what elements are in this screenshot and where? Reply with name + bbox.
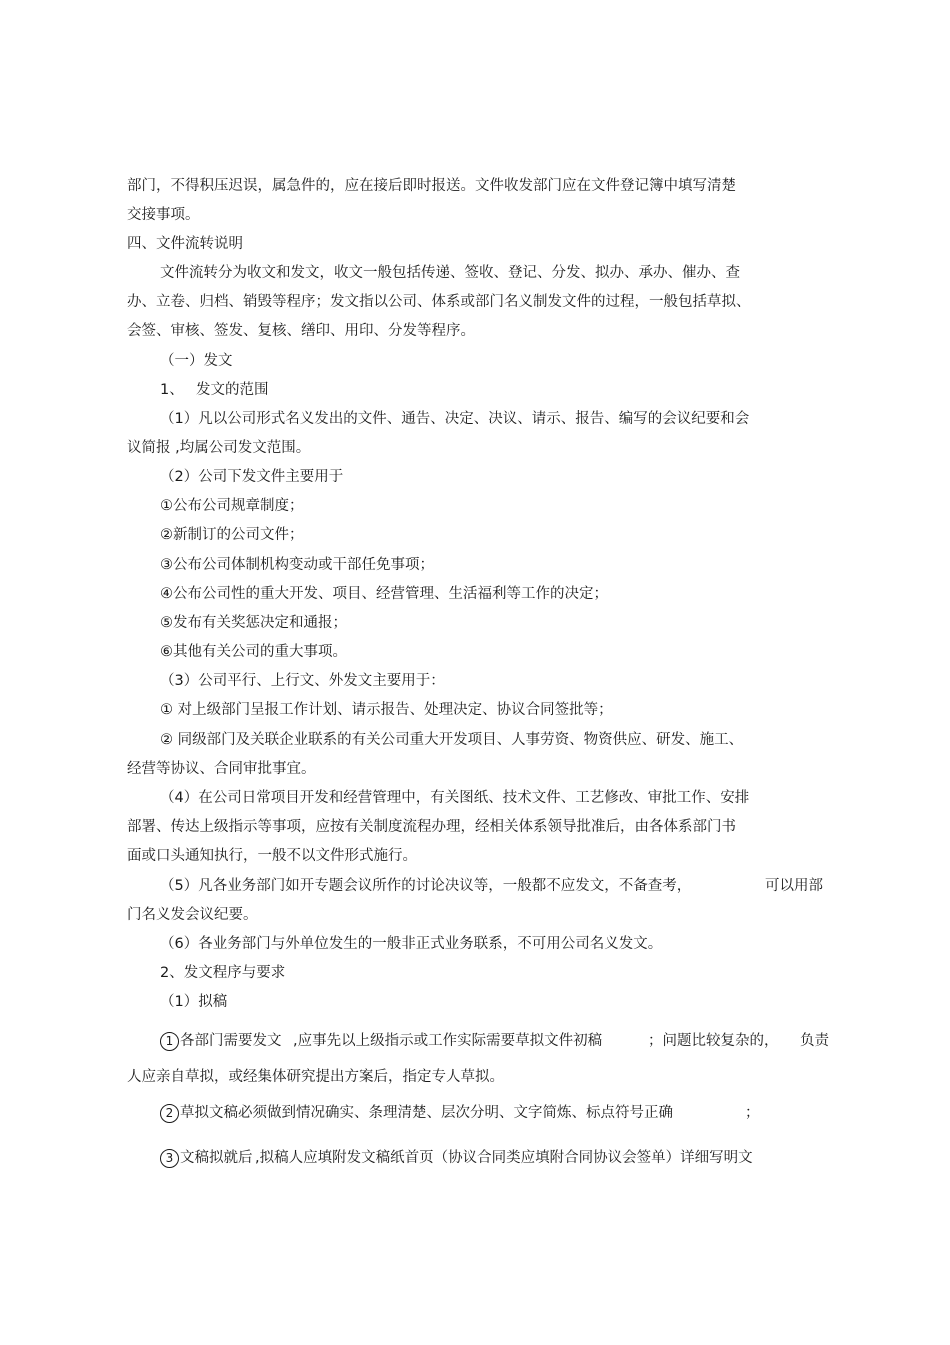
paragraph-line: 议简报 ,均属公司发文范围。 [127,440,311,456]
paragraph-line: （6）各业务部门与外单位发生的一般非正式业务联系，不可用公司名义发文。 [160,936,663,952]
paragraph-line: 文件流转分为收文和发文，收文一般包括传递、签收、登记、分发、拟办、承办、催办、查 [160,265,740,281]
paragraph-line: 面或口头通知执行，一般不以文件形式施行。 [127,848,417,864]
paragraph-line: （3）公司平行、上行文、外发文主要用于： [160,673,445,689]
list-item: ② 同级部门及关联企业联系的有关公司重大开发项目、人事劳资、物资供应、研发、施工、 [160,732,744,748]
paragraph-line: 会签、审核、签发、复核、缮印、用印、分发等程序。 [127,323,475,339]
paragraph-line: 办、立卷、归档、销毁等程序；发文指以公司、体系或部门名义制发文件的过程，一般包括草拟、 [127,294,751,310]
item-heading-text: 发文的范围 [196,382,269,398]
circled-list-item [160,1103,673,1123]
list-item-text: 草拟文稿必须做到情况确实、条理清楚、层次分明、文字简炼、标点符号正确 [180,1105,673,1121]
paragraph-line: 交接事项。 [127,207,200,223]
paragraph-line: 门名义发会议纪要。 [127,907,258,923]
list-item: ④公布公司性的重大开发、项目、经营管理、生活福利等工作的决定； [160,586,608,602]
list-item-text: 负责 [800,1033,829,1049]
paragraph-line: （4）在公司日常项目开发和经营管理中，有关图纸、技术文件、工艺修改、审批工作、安排 [160,790,750,806]
circled-number: 3 [160,1149,179,1168]
list-item: ②新制订的公司文件； [160,527,304,543]
subsection-heading: （一）发文 [160,353,233,369]
list-item-text: 各部门需要发文 [180,1033,282,1049]
paragraph-line: （1）凡以公司形式名义发出的文件、通告、决定、决议、请示、报告、编写的会议纪要和会 [160,411,750,427]
paragraph-line: （5）凡各业务部门如开专题会议所作的讨论决议等，一般都不应发文，不备查考， [160,878,692,894]
paragraph-line: 经营等协议、合同审批事宜。 [127,761,316,777]
paragraph-line: 部署、传达上级指示等事项，应按有关制度流程办理，经相关体系领导批准后，由各体系部门书 [127,819,736,835]
list-item-text: ,拟稿人应填附发文稿纸首页（协议合同类应填附合同协议会签单）详细写明文 [255,1150,753,1166]
item-heading: （1）拟稿 [160,994,228,1010]
item-heading: 2、发文程序与要求 [160,965,286,981]
paragraph-line: 人应亲自草拟，或经集体研究提出方案后，指定专人草拟。 [127,1069,504,1085]
list-item: ③公布公司体制机构变动或干部任免事项； [160,557,434,573]
list-item-text: ； [745,1105,760,1121]
paragraph-line-tail: 可以用部 [765,878,823,894]
circled-list-item [160,1148,253,1168]
paragraph-line: （2）公司下发文件主要用于 [160,469,344,485]
list-item-text: ,应事先以上级指示或工作实际需要草拟文件初稿 [293,1033,603,1049]
list-item-text: ；问题比较复杂的， [648,1033,779,1049]
list-item: ① 对上级部门呈报工作计划、请示报告、处理决定、协议合同签批等； [160,702,613,718]
list-item: ①公布公司规章制度； [160,498,304,514]
circled-list-item [160,1031,282,1051]
list-item: ⑤发布有关奖惩决定和通报； [160,615,347,631]
paragraph-line: 部门，不得积压迟误，属急件的，应在接后即时报送。文件收发部门应在文件登记簿中填写清楚 [127,178,736,194]
item-heading-number: 1、 [160,382,184,398]
circled-number: 1 [160,1032,179,1051]
circled-number: 2 [160,1104,179,1123]
section-heading: 四、文件流转说明 [127,236,243,252]
list-item: ⑥其他有关公司的重大事项。 [160,644,347,660]
list-item-text: 文稿拟就后 [180,1150,253,1166]
